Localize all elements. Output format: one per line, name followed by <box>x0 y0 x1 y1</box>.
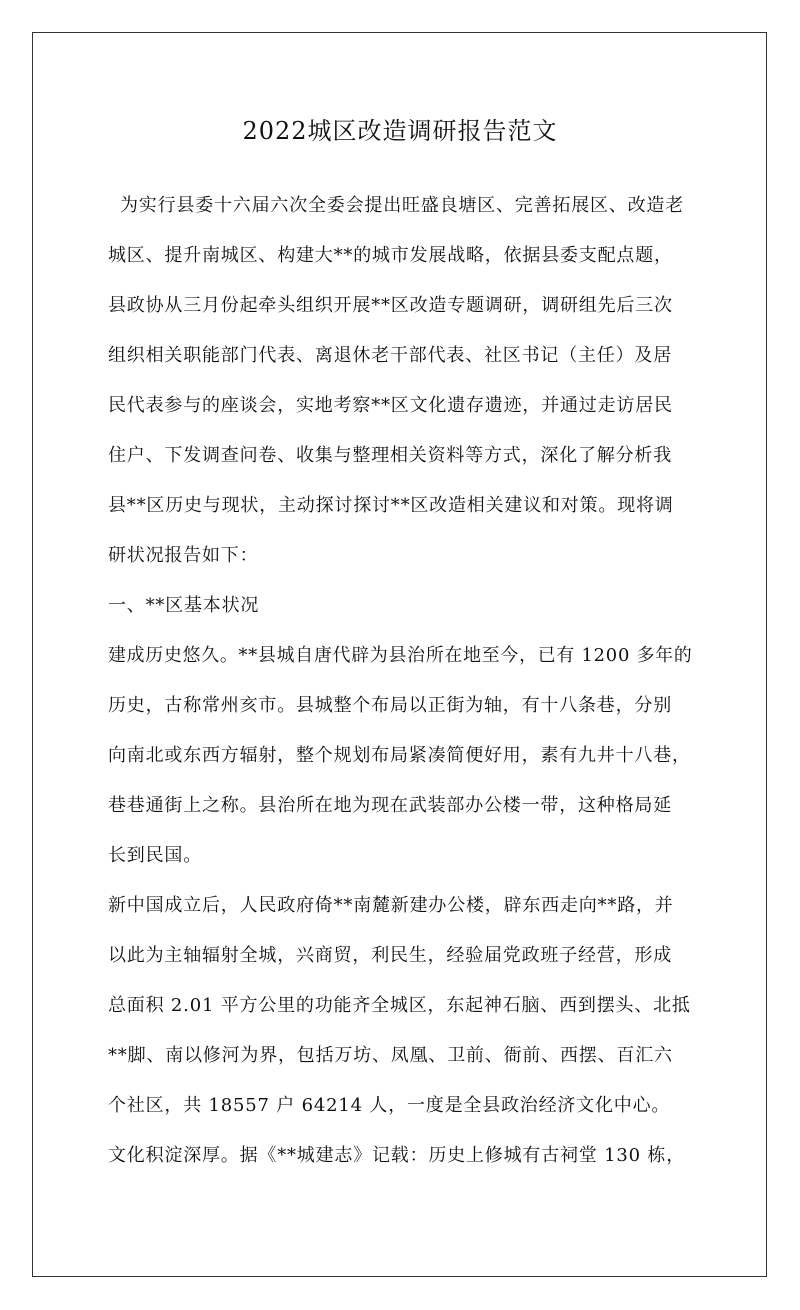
paragraph-line: 向南北或东西方辐射，整个规划布局紧凑简便好用，素有九井十八巷， <box>108 745 691 766</box>
paragraph-line: 城区、提升南城区、构建大**的城市发展战略，依据县委支配点题， <box>108 245 673 266</box>
paragraph-line: 县**区历史与现状，主动探讨探讨**区改造相关建议和对策。现将调 <box>108 495 674 516</box>
paragraph-line: 民代表参与的座谈会，实地考察**区文化遗存遗迹，并通过走访居民 <box>108 395 673 416</box>
paragraph-line: 县政协从三月份起牵头组织开展**区改造专题调研，调研组先后三次 <box>108 295 673 316</box>
paragraph-line: 文化积淀深厚。据《**城建志》记载：历史上修城有古祠堂 130 栋， <box>108 1145 685 1166</box>
paragraph-line: 巷巷通街上之称。县治所在地为现在武装部办公楼一带，这种格局延 <box>108 795 672 816</box>
paragraph-line: 建成历史悠久。**县城自唐代辟为县治所在地至今，已有 1200 多年的 <box>108 645 693 666</box>
paragraph-line: **脚、南以修河为界，包括万坊、凤凰、卫前、衙前、西摆、百汇六 <box>108 1045 673 1066</box>
paragraph-line: 研状况报告如下： <box>108 545 259 566</box>
paragraph-line: 历史，古称常州亥市。县城整个布局以正街为轴，有十八条巷，分别 <box>108 695 672 716</box>
paragraph-line: 为实行县委十六届六次全委会提出旺盛良塘区、完善拓展区、改造老 <box>120 195 684 216</box>
paragraph-line: 新中国成立后，人民政府倚**南麓新建办公楼，辟东西走向**路，并 <box>108 895 674 916</box>
section-heading: 一、**区基本状况 <box>108 595 260 616</box>
paragraph-line: 长到民国。 <box>108 845 202 866</box>
paragraph-line: 以此为主轴辐射全城，兴商贸，利民生，经验届党政班子经营，形成 <box>108 945 672 966</box>
document-title: 2022城区改造调研报告范文 <box>242 117 558 145</box>
paragraph-line: 组织相关职能部门代表、离退休老干部代表、社区书记（主任）及居 <box>108 345 672 366</box>
paragraph-line: 总面积 2.01 平方公里的功能齐全城区，东起神石脑、西到摆头、北抵 <box>108 995 691 1016</box>
paragraph-line: 住户、下发调查问卷、收集与整理相关资料等方式，深化了解分析我 <box>108 445 672 466</box>
paragraph-line: 个社区，共 18557 户 64214 人，一度是全县政治经济文化中心。 <box>108 1095 671 1116</box>
